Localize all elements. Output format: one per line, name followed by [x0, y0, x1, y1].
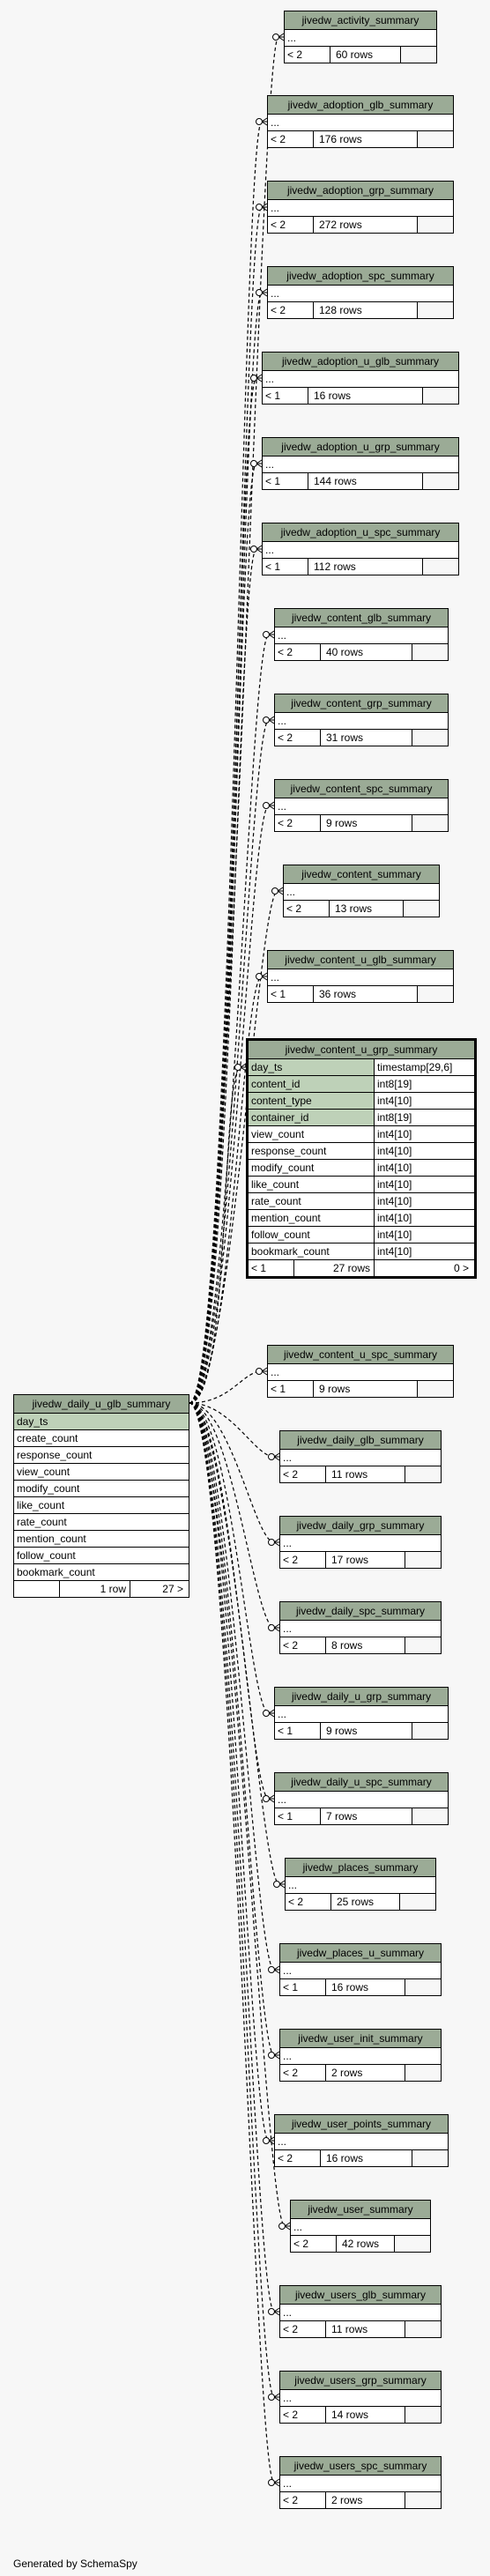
column-name: modify_count	[249, 1160, 375, 1176]
column-name: content_id	[249, 1076, 375, 1092]
focus-parents-count: < 1	[249, 1260, 294, 1276]
column-row	[249, 1093, 474, 1110]
row-count: 2 rows	[326, 2065, 405, 2081]
crowfoot-marker	[256, 974, 263, 980]
parents-count: < 2	[280, 2321, 326, 2337]
row-count: 25 rows	[331, 1894, 400, 1910]
table-title[interactable]: jivedw_daily_u_grp_summary	[275, 1688, 448, 1706]
children-count	[395, 2236, 430, 2252]
table-jivedw-content-u-glb-summary[interactable]	[267, 950, 454, 1003]
crowfoot-marker	[279, 2223, 286, 2230]
column-name: rate_count	[249, 1193, 375, 1209]
crowfoot-marker	[269, 1625, 275, 1631]
edge-jivedw-daily-u-grp-summary	[189, 1403, 269, 1713]
parents-count: < 2	[280, 1466, 326, 1482]
table-title[interactable]: jivedw_adoption_glb_summary	[268, 96, 453, 115]
crowfoot-marker	[264, 632, 270, 638]
edge-jivedw-user-init-summary	[189, 1403, 274, 2055]
crowfoot-marker	[269, 1454, 275, 1460]
parents-count: < 2	[286, 1894, 331, 1910]
table-footer	[285, 47, 436, 63]
crowfoot-marker	[264, 803, 270, 809]
children-count	[418, 1381, 453, 1397]
column-row	[249, 1177, 474, 1193]
parents-count: < 1	[263, 473, 308, 489]
column-name: container_id	[249, 1110, 375, 1125]
source-row-count: 1 row	[60, 1581, 130, 1597]
table-footer	[280, 1637, 441, 1653]
table-footer	[275, 644, 448, 660]
crowfoot-marker	[264, 2138, 270, 2144]
row-count: 9 rows	[314, 1381, 418, 1397]
column-row: rate_count	[14, 1514, 189, 1531]
row-count: 13 rows	[330, 901, 404, 917]
parents-count: < 2	[285, 47, 330, 63]
column-row: modify_count	[14, 1481, 189, 1497]
columns-ellipsis: ...	[280, 2390, 441, 2407]
edge-jivedw-user-summary	[189, 1403, 285, 2226]
crowfoot-marker	[269, 2394, 275, 2401]
columns-ellipsis: ...	[280, 1963, 441, 1979]
row-count: 9 rows	[321, 1723, 412, 1739]
table-jivedw-places-u-summary[interactable]	[279, 1943, 442, 1996]
table-footer	[280, 1979, 441, 1995]
parents-count: < 1	[275, 1808, 321, 1824]
focus-children-count: 0 >	[453, 1262, 469, 1274]
parents-count: < 2	[280, 2492, 326, 2508]
focus-table[interactable]	[246, 1038, 477, 1279]
table-title[interactable]: jivedw_users_grp_summary	[280, 2372, 441, 2390]
columns-ellipsis: ...	[275, 713, 448, 730]
table-footer	[280, 2492, 441, 2508]
row-count: 14 rows	[326, 2407, 405, 2423]
children-count	[412, 2150, 448, 2166]
source-table-footer	[14, 1581, 189, 1597]
table-footer	[280, 1466, 441, 1482]
table-jivedw-daily-u-spc-summary[interactable]	[274, 1772, 449, 1825]
column-type: int8[19]	[377, 1111, 412, 1124]
table-footer	[280, 2321, 441, 2337]
children-count	[412, 730, 448, 746]
focus-table-footer	[249, 1260, 474, 1276]
table-jivedw-places-summary[interactable]	[285, 1858, 436, 1911]
table-footer	[280, 2065, 441, 2081]
column-row: like_count	[14, 1497, 189, 1514]
column-row	[249, 1160, 474, 1177]
children-count	[405, 1466, 441, 1482]
focus-table-columns	[249, 1059, 474, 1260]
source-children-count: 27 >	[162, 1583, 183, 1595]
table-jivedw-daily-glb-summary[interactable]	[279, 1430, 442, 1483]
parents-count: < 2	[280, 1637, 326, 1653]
parents-count: < 2	[280, 2407, 326, 2423]
parents-count: < 1	[280, 1979, 326, 1995]
columns-ellipsis: ...	[263, 457, 458, 473]
column-row: follow_count	[14, 1548, 189, 1564]
row-count: 42 rows	[337, 2236, 395, 2252]
row-count: 272 rows	[314, 217, 418, 233]
crowfoot-marker	[256, 290, 263, 296]
table-footer	[275, 815, 448, 831]
table-title[interactable]: jivedw_user_points_summary	[275, 2115, 448, 2134]
columns-ellipsis: ...	[280, 2305, 441, 2321]
table-jivedw-content-spc-summary[interactable]	[274, 779, 449, 832]
column-type: int4[10]	[377, 1128, 412, 1140]
crowfoot-marker	[264, 1711, 270, 1717]
row-count: 11 rows	[326, 1466, 405, 1482]
table-title[interactable]: jivedw_user_init_summary	[280, 2030, 441, 2048]
table-title[interactable]: jivedw_adoption_u_spc_summary	[263, 523, 458, 542]
children-count	[405, 1552, 441, 1568]
column-type: int4[10]	[377, 1178, 412, 1191]
crowfoot-marker	[269, 2480, 275, 2486]
column-name: like_count	[249, 1177, 375, 1192]
table-footer	[268, 986, 453, 1002]
columns-ellipsis: ...	[268, 969, 453, 986]
row-count: 16 rows	[308, 388, 423, 404]
table-title[interactable]: jivedw_users_glb_summary	[280, 2286, 441, 2305]
column-name: follow_count	[249, 1227, 375, 1243]
edge-jivedw-users-grp-summary	[189, 1403, 274, 2397]
column-row: day_ts	[14, 1414, 189, 1430]
table-footer	[291, 2236, 430, 2252]
children-count	[404, 901, 439, 917]
columns-ellipsis: ...	[285, 30, 436, 47]
edge-jivedw-users-glb-summary	[189, 1403, 274, 2312]
row-count: 128 rows	[314, 302, 418, 318]
edge-jivedw-users-spc-summary	[189, 1403, 274, 2483]
table-footer	[268, 131, 453, 147]
table-jivedw-daily-spc-summary[interactable]	[279, 1601, 442, 1654]
crowfoot-marker	[272, 888, 278, 895]
children-count	[400, 1894, 435, 1910]
table-title[interactable]: jivedw_places_summary	[286, 1859, 435, 1877]
parents-count: < 2	[280, 2065, 326, 2081]
column-type: int4[10]	[377, 1095, 412, 1107]
columns-ellipsis: ...	[268, 115, 453, 131]
table-title[interactable]: jivedw_adoption_spc_summary	[268, 267, 453, 286]
crowfoot-marker	[235, 1065, 241, 1071]
row-count: 31 rows	[321, 730, 412, 746]
row-count: 144 rows	[308, 473, 423, 489]
crowfoot-marker	[273, 34, 279, 41]
parents-count: < 2	[280, 1552, 326, 1568]
column-row	[249, 1143, 474, 1160]
parents-count: < 2	[275, 2150, 321, 2166]
children-count	[423, 388, 458, 404]
table-footer	[284, 901, 439, 917]
columns-ellipsis: ...	[268, 286, 453, 302]
children-count	[405, 2407, 441, 2423]
table-title[interactable]: jivedw_content_u_glb_summary	[268, 951, 453, 969]
table-title[interactable]: jivedw_content_spc_summary	[275, 780, 448, 798]
row-count: 36 rows	[314, 986, 418, 1002]
crowfoot-marker	[274, 1882, 280, 1888]
columns-ellipsis: ...	[275, 798, 448, 815]
column-row	[249, 1193, 474, 1210]
column-type: int4[10]	[377, 1229, 412, 1241]
table-jivedw-content-grp-summary[interactable]	[274, 694, 449, 746]
parents-count: < 2	[291, 2236, 337, 2252]
table-title[interactable]: jivedw_content_u_spc_summary	[268, 1346, 453, 1364]
parents-count: < 2	[268, 217, 314, 233]
column-row	[249, 1110, 474, 1126]
crowfoot-marker	[251, 546, 257, 553]
column-type: int4[10]	[377, 1162, 412, 1174]
table-title[interactable]: jivedw_content_summary	[284, 865, 439, 884]
table-footer	[275, 2150, 448, 2166]
crowfoot-marker	[251, 461, 257, 467]
columns-ellipsis: ...	[275, 627, 448, 644]
table-footer	[263, 388, 458, 404]
table-jivedw-adoption-u-grp-summary[interactable]	[262, 437, 459, 490]
children-count	[418, 131, 453, 147]
table-footer	[263, 559, 458, 575]
row-count: 11 rows	[326, 2321, 405, 2337]
columns-ellipsis: ...	[263, 542, 458, 559]
source-table-title[interactable]: jivedw_daily_u_glb_summary	[14, 1395, 189, 1414]
table-title[interactable]: jivedw_activity_summary	[285, 11, 436, 30]
children-count	[418, 986, 453, 1002]
column-row	[249, 1210, 474, 1227]
children-count	[423, 559, 458, 575]
parents-count: < 2	[268, 302, 314, 318]
parents-count: < 2	[275, 730, 321, 746]
children-count	[418, 302, 453, 318]
table-jivedw-users-glb-summary[interactable]	[279, 2285, 442, 2338]
crowfoot-marker	[269, 2053, 275, 2059]
crowfoot-marker	[256, 1369, 263, 1375]
column-row	[249, 1059, 474, 1076]
table-footer	[275, 1808, 448, 1824]
columns-ellipsis: ...	[291, 2219, 430, 2236]
column-name: bookmark_count	[249, 1243, 375, 1259]
table-footer	[268, 1381, 453, 1397]
columns-ellipsis: ...	[268, 200, 453, 217]
column-name: content_type	[249, 1093, 375, 1109]
columns-ellipsis: ...	[280, 1621, 441, 1637]
column-name: day_ts	[249, 1059, 375, 1075]
column-type: int4[10]	[377, 1145, 412, 1157]
columns-ellipsis: ...	[268, 1364, 453, 1381]
table-title[interactable]: jivedw_content_grp_summary	[275, 694, 448, 713]
edge-jivedw-places-summary	[189, 1403, 279, 1884]
row-count: 8 rows	[326, 1637, 405, 1653]
row-count: 176 rows	[314, 131, 418, 147]
edge-jivedw-places-u-summary	[189, 1403, 274, 1970]
children-count	[405, 2065, 441, 2081]
table-jivedw-adoption-grp-summary[interactable]	[267, 181, 454, 234]
source-parents-count	[14, 1581, 60, 1597]
row-count: 60 rows	[330, 47, 401, 63]
crowfoot-marker	[256, 204, 263, 211]
column-type: int4[10]	[377, 1195, 412, 1207]
table-jivedw-users-spc-summary[interactable]	[279, 2456, 442, 2509]
crowfoot-marker	[264, 1796, 270, 1802]
table-jivedw-daily-u-grp-summary[interactable]	[274, 1687, 449, 1740]
column-name: view_count	[249, 1126, 375, 1142]
parents-count: < 1	[263, 388, 308, 404]
children-count	[412, 1723, 448, 1739]
column-row: view_count	[14, 1464, 189, 1481]
row-count: 112 rows	[308, 559, 423, 575]
columns-ellipsis: ...	[280, 1450, 441, 1466]
column-name: mention_count	[249, 1210, 375, 1226]
row-count: 9 rows	[321, 815, 412, 831]
table-footer	[280, 1552, 441, 1568]
parents-count: < 1	[268, 986, 314, 1002]
columns-ellipsis: ...	[286, 1877, 435, 1894]
column-row	[249, 1126, 474, 1143]
column-row	[249, 1243, 474, 1260]
parents-count: < 2	[268, 131, 314, 147]
table-jivedw-adoption-u-glb-summary[interactable]	[262, 352, 459, 405]
column-row: create_count	[14, 1430, 189, 1447]
children-count	[412, 815, 448, 831]
columns-ellipsis: ...	[280, 2476, 441, 2492]
source-table-columns	[14, 1414, 189, 1581]
children-count	[412, 1808, 448, 1824]
children-count	[412, 644, 448, 660]
column-row: response_count	[14, 1447, 189, 1464]
row-count: 40 rows	[321, 644, 412, 660]
table-title[interactable]: jivedw_daily_spc_summary	[280, 1602, 441, 1621]
row-count: 2 rows	[326, 2492, 405, 2508]
table-footer	[286, 1894, 435, 1910]
column-type: int8[19]	[377, 1078, 412, 1090]
parents-count: < 1	[275, 1723, 321, 1739]
crowfoot-marker	[264, 717, 270, 724]
row-count: 16 rows	[326, 1979, 405, 1995]
source-table[interactable]	[13, 1394, 189, 1598]
table-footer	[275, 730, 448, 746]
columns-ellipsis: ...	[263, 371, 458, 388]
table-title[interactable]: jivedw_users_spc_summary	[280, 2457, 441, 2476]
column-row: mention_count	[14, 1531, 189, 1548]
columns-ellipsis: ...	[280, 2048, 441, 2065]
children-count	[405, 2492, 441, 2508]
columns-ellipsis: ...	[275, 2134, 448, 2150]
parents-count: < 1	[268, 1381, 314, 1397]
children-count	[418, 217, 453, 233]
table-jivedw-adoption-u-spc-summary[interactable]	[262, 523, 459, 575]
children-count	[405, 1637, 441, 1653]
column-row	[249, 1076, 474, 1093]
row-count: 7 rows	[321, 1808, 412, 1824]
table-title[interactable]: jivedw_daily_u_spc_summary	[275, 1773, 448, 1792]
table-jivedw-activity-summary[interactable]	[284, 11, 437, 63]
table-footer	[280, 2407, 441, 2423]
table-jivedw-user-init-summary[interactable]	[279, 2029, 442, 2082]
column-row	[249, 1227, 474, 1243]
table-title[interactable]: jivedw_adoption_grp_summary	[268, 182, 453, 200]
table-footer	[263, 473, 458, 489]
children-count	[423, 473, 458, 489]
columns-ellipsis: ...	[275, 1792, 448, 1808]
crowfoot-marker	[269, 1967, 275, 1973]
table-jivedw-content-u-spc-summary[interactable]	[267, 1345, 454, 1398]
row-count: 17 rows	[326, 1552, 405, 1568]
columns-ellipsis: ...	[284, 884, 439, 901]
children-count	[405, 2321, 441, 2337]
children-count	[405, 1979, 441, 1995]
table-jivedw-user-points-summary[interactable]	[274, 2114, 449, 2167]
table-jivedw-content-summary[interactable]	[283, 865, 440, 917]
edge-jivedw-user-points-summary	[189, 1403, 269, 2141]
table-jivedw-user-summary[interactable]	[290, 2200, 431, 2253]
table-footer	[275, 1723, 448, 1739]
parents-count: < 2	[275, 644, 321, 660]
table-footer	[268, 217, 453, 233]
table-title[interactable]: jivedw_adoption_u_glb_summary	[263, 353, 458, 371]
columns-ellipsis: ...	[280, 1535, 441, 1552]
table-title[interactable]: jivedw_content_glb_summary	[275, 609, 448, 627]
table-footer	[268, 302, 453, 318]
generated-by-label: Generated by SchemaSpy	[13, 2557, 137, 2570]
table-jivedw-users-grp-summary[interactable]	[279, 2371, 442, 2424]
focus-table-title[interactable]: jivedw_content_u_grp_summary	[249, 1041, 474, 1059]
column-row: bookmark_count	[14, 1564, 189, 1581]
table-title[interactable]: jivedw_daily_grp_summary	[280, 1517, 441, 1535]
columns-ellipsis: ...	[275, 1706, 448, 1723]
table-title[interactable]: jivedw_user_summary	[291, 2201, 430, 2219]
table-jivedw-content-glb-summary[interactable]	[274, 608, 449, 661]
column-type: timestamp[29,6]	[377, 1061, 453, 1073]
row-count: 16 rows	[321, 2150, 412, 2166]
column-name: response_count	[249, 1143, 375, 1159]
table-jivedw-adoption-spc-summary[interactable]	[267, 266, 454, 319]
table-jivedw-daily-grp-summary[interactable]	[279, 1516, 442, 1569]
table-title[interactable]: jivedw_places_u_summary	[280, 1944, 441, 1963]
table-title[interactable]: jivedw_adoption_u_grp_summary	[263, 438, 458, 457]
table-jivedw-adoption-glb-summary[interactable]	[267, 95, 454, 148]
parents-count: < 1	[263, 559, 308, 575]
table-title[interactable]: jivedw_daily_glb_summary	[280, 1431, 441, 1450]
column-type: int4[10]	[377, 1245, 412, 1258]
children-count	[401, 47, 436, 63]
crowfoot-marker	[256, 119, 263, 125]
parents-count: < 2	[284, 901, 330, 917]
crowfoot-marker	[251, 375, 257, 382]
crowfoot-marker	[269, 1540, 275, 1546]
parents-count: < 2	[275, 815, 321, 831]
crowfoot-marker	[269, 2309, 275, 2315]
column-type: int4[10]	[377, 1212, 412, 1224]
focus-row-count: 27 rows	[294, 1260, 375, 1276]
